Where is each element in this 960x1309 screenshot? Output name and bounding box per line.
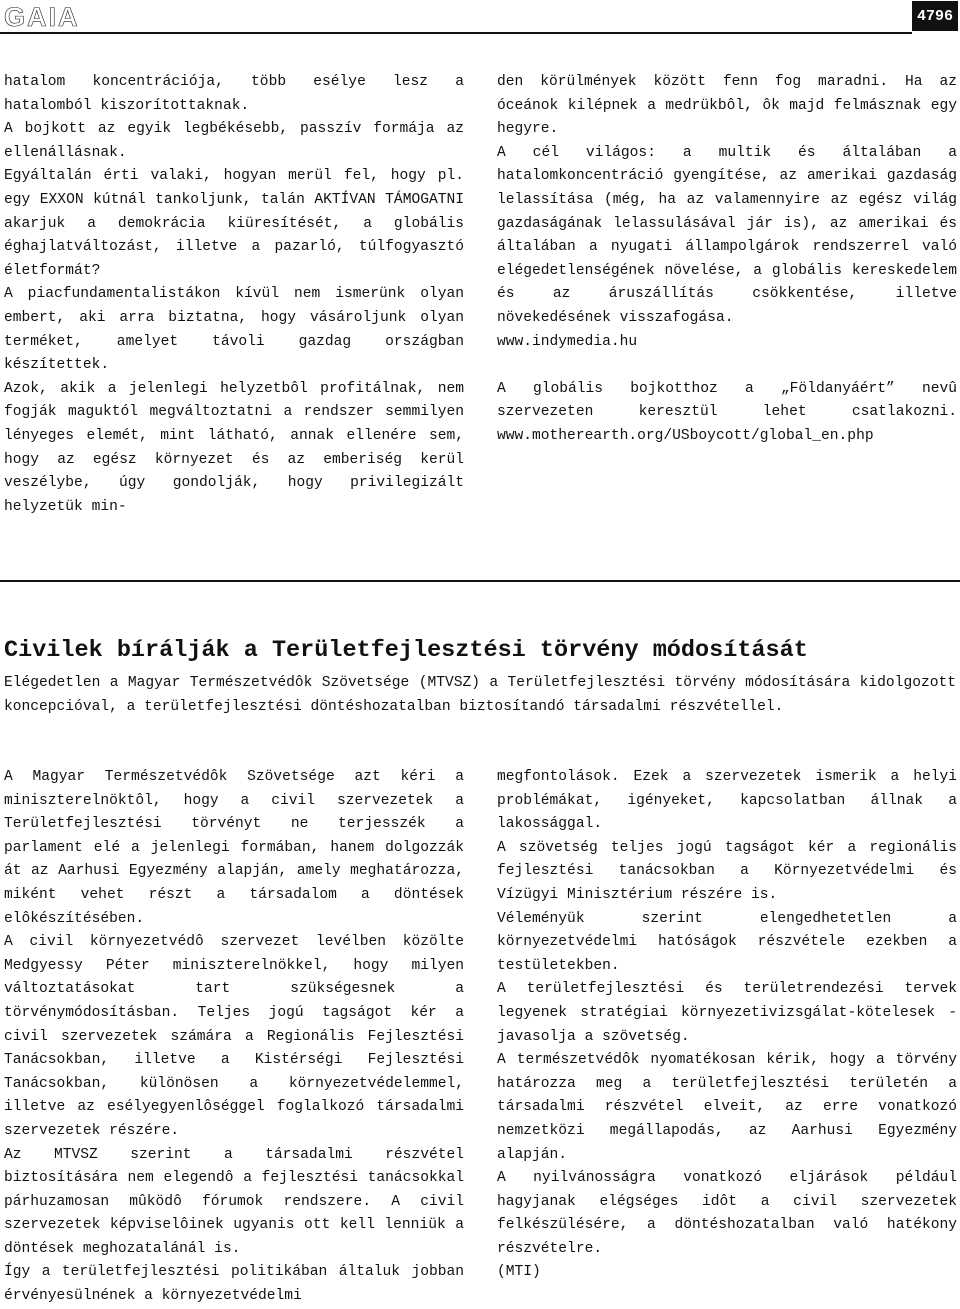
paragraph: A természetvédôk nyomatékosan kérik, hogy a törvény határozza meg a területfejlesztési területén a társadalmi részvétel elveit, az erre vonatkozó nemzetközi megállapodás, az Aarhusi Egyezmény alapján. xyxy=(497,1052,957,1163)
paragraph: Az MTVSZ szerint a társadalmi részvétel biztosítására nem elegendô a fejlesztési tanácsokkal párhuzamosan mûködô fórumok rendszere. A civil szervezetek képviselôinek ugyanis ott kell lenniük a döntések meghozatalánál is. xyxy=(4,1146,464,1257)
paragraph: A cél világos: a multik és általában a hatalomkoncentráció gyengítése, az amerikai gazdaság lelassítása (még, ha az valamennyire az egész világ gazdaságának lelassulásával jár is), az amerikai és általában a nyugati állampolgárok rendszerrel való elégedetlenségének növelése, a globális kereskedelem és az áruszállítás csökkentése, illetve növekedésének visszafogása. xyxy=(497,144,957,326)
source-link[interactable]: www.indymedia.hu xyxy=(497,333,638,350)
spacer xyxy=(497,354,957,378)
article-title: Civilek bírálják a Területfejlesztési törvény módosítását xyxy=(4,637,808,664)
paragraph: Így a területfejlesztési politikában általuk jobban érvényesülnének a környezetvédelmi xyxy=(4,1264,464,1305)
paragraph: A globális bojkotthoz a „Földanyáért” nevû szervezeten keresztül lehet csatlakozni. www.motherearth.org/USboycott/global_en.php xyxy=(497,380,957,444)
top-left-column xyxy=(4,71,464,519)
bottom-left-column xyxy=(4,766,464,1309)
source-credit: (MTI) xyxy=(497,1264,541,1281)
bottom-right-column xyxy=(497,766,957,1285)
paragraph: A nyilvánosságra vonatkozó eljárások például hagyjanak elégséges idôt a civil szervezetek felkészülésére, a döntéshozatalban való hatékony részvételre. xyxy=(497,1170,957,1257)
page-header xyxy=(0,0,960,32)
paragraph: Véleményük szerint elengedhetetlen a környezetvédelmi hatóságok részvétele ezekben a testületekben. xyxy=(497,910,957,974)
page-number: 4796 xyxy=(912,1,958,31)
paragraph: A civil környezetvédô szervezet levélben közölte Medgyessy Péter miniszterelnökkel, hogy milyen változtatásokat tart szükségesnek a törvénymódosításban. Teljes jogú tagságot kér a civil szervezetek számára a Regionális Fejlesztési Tanácsokban, illetve a Kistérségi Fejlesztési Tanácsokban, különösen a környezetvédelemmel, illetve az esélyegyenlôséggel foglalkozó társadalmi szervezetek részére. xyxy=(4,934,464,1139)
paragraph: A Magyar Természetvédôk Szövetsége azt kéri a miniszterelnöktôl, hogy a civil szervezetek a Területfejlesztési törvényt ne terjesszék a parlament elé a jelenlegi formában, hanem dolgozzák át az Aarhusi Egyezmény alapján, amely meghatározza, miként vehet részt a társadalom a döntések elôkészítésében. xyxy=(4,769,464,927)
header-rule xyxy=(0,32,912,34)
paragraph: A szövetség teljes jogú tagságot kér a regionális fejlesztési tanácsokban a Környezetvédelmi és Vízügyi Minisztérium részére is. xyxy=(497,839,957,903)
paragraph: A piacfundamentalistákon kívül nem ismerünk olyan embert, aki arra biztatna, hogy vásároljunk olyan terméket, amelyet távoli gazdag országban készítettek. xyxy=(4,286,464,374)
paragraph: den körülmények között fenn fog maradni. Ha az óceánok kilépnek a medrükbôl, ôk majd felmásznak egy hegyre. xyxy=(497,74,957,138)
section-divider xyxy=(0,580,960,582)
top-right-column xyxy=(497,71,957,449)
paragraph: A bojkott az egyik legbékésebb, passzív formája az ellenállásnak. xyxy=(4,121,464,161)
paragraph: Azok, akik a jelenlegi helyzetbôl profitálnak, nem fogják maguktól megváltoztatni a rendszer semmilyen lényeges elemét, mint látható, annak ellenére sem, hogy az egész környezet és az emberiség kerül veszélybe, úgy gondolják, hogy privilegizált helyzetük min- xyxy=(4,380,464,515)
gaia-logo: GAIA xyxy=(4,2,80,32)
paragraph: hatalom koncentrációja, több esélye lesz a hatalomból kiszorítottaknak. xyxy=(4,74,464,114)
paragraph: Egyáltalán érti valaki, hogyan merül fel, hogy pl. egy EXXON kútnál tankoljunk, talán AKTÍVAN TÁMOGATNI akarjuk a demokrácia kiüresítését, a globális éghajlatváltozást, illetve a pazarló, túlfogyasztó életformát? xyxy=(4,168,464,279)
article-lead: Elégedetlen a Magyar Természetvédôk Szövetsége (MTVSZ) a Területfejlesztési törvény módosítására kidolgozott koncepcióval, a területfejlesztési döntéshozatalban biztosítandó társadalmi részvétellel. xyxy=(4,675,956,715)
paragraph: A területfejlesztési és területrendezési tervek legyenek stratégiai környezetivizsgálat-kötelesek - javasolja a szövetség. xyxy=(497,981,957,1045)
paragraph: megfontolások. Ezek a szervezetek ismerik a helyi problémákat, igényeket, kapcsolatban állnak a lakossággal. xyxy=(497,769,957,833)
